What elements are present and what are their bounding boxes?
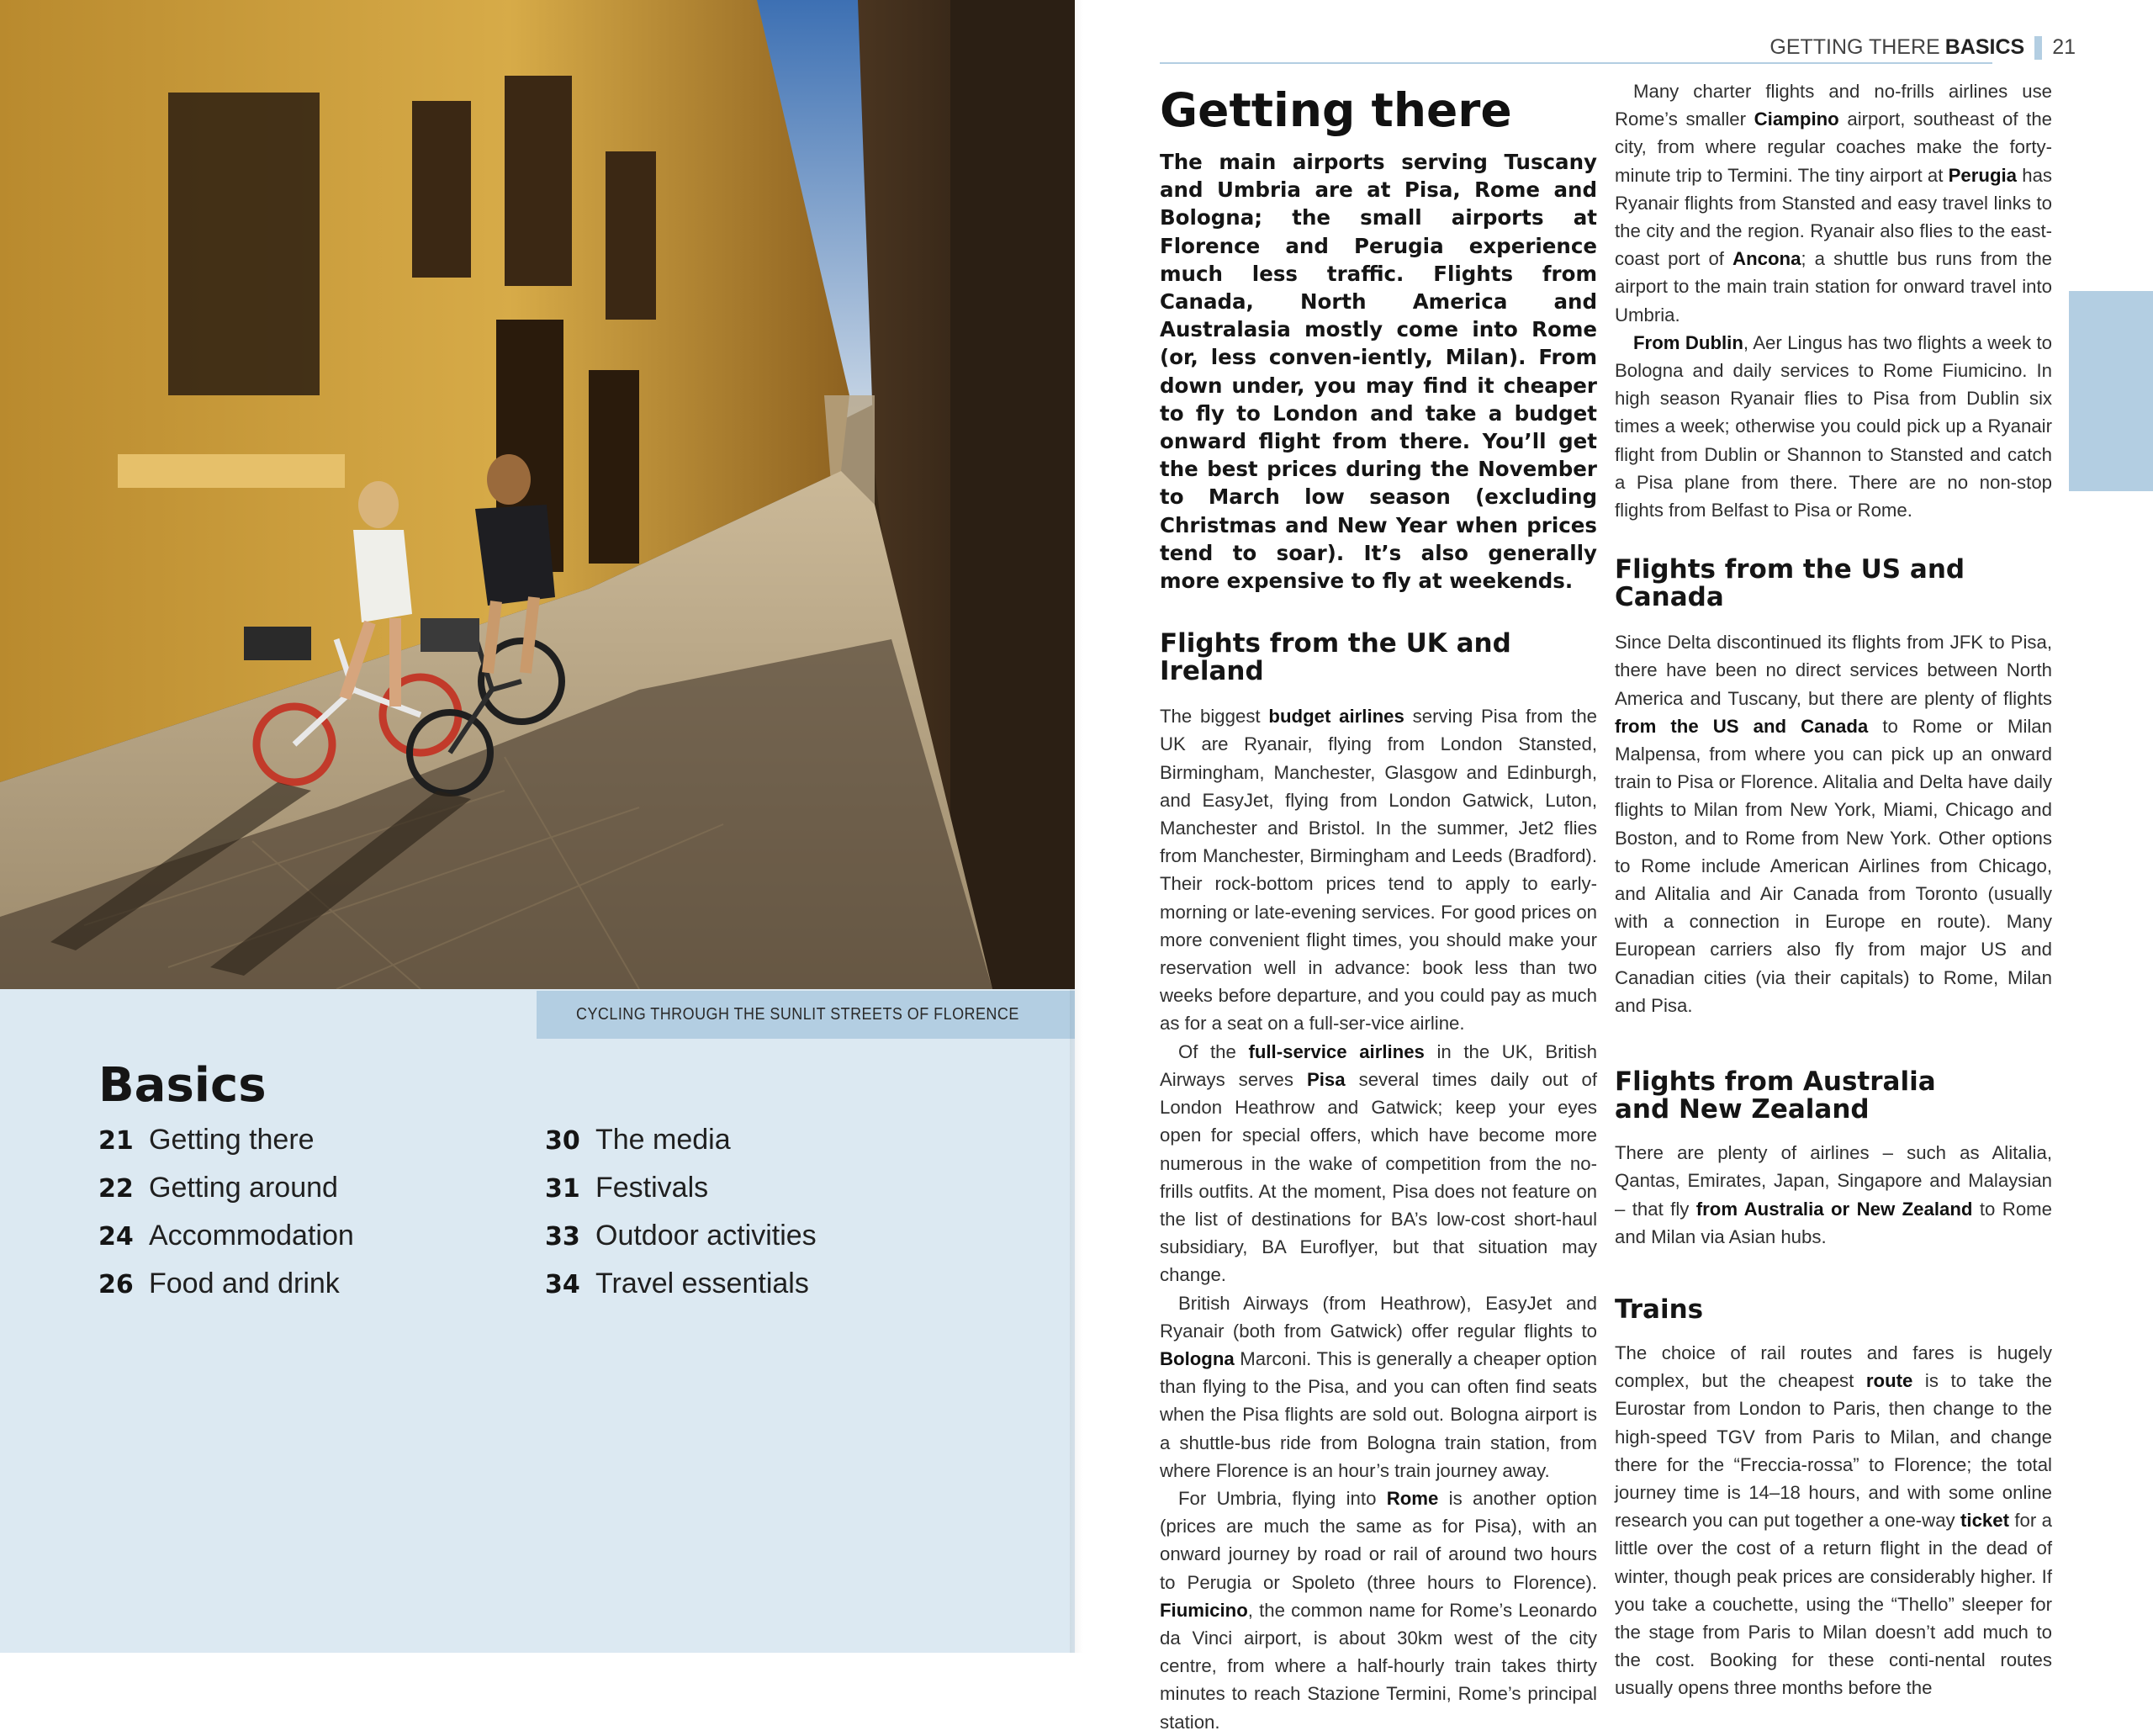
toc-item[interactable] [98, 1172, 354, 1220]
bold-term: from Australia or New Zealand [1695, 1198, 1973, 1220]
text-column-2 [1615, 77, 2052, 1702]
toc-label: Travel essentials [595, 1268, 809, 1299]
bold-term: budget airlines [1268, 706, 1404, 728]
basics-title: Basics [98, 1058, 267, 1113]
toc-label: Food and drink [149, 1268, 340, 1299]
running-head-section: BASICS [1944, 35, 2025, 59]
toc-page-number: 21 [98, 1126, 134, 1156]
toc-label: Getting there [149, 1124, 315, 1156]
toc-page-number: 24 [98, 1222, 134, 1252]
photo-caption: CYCLING THROUGH THE SUNLIT STREETS OF FLORENCE [576, 1005, 1019, 1024]
toc-label: Festivals [595, 1172, 709, 1204]
bold-term: Rome [1386, 1487, 1439, 1509]
toc-item[interactable] [98, 1220, 354, 1268]
photo-caption-bar [537, 991, 1075, 1039]
article-title: Getting there [1160, 83, 1512, 137]
section-thumb-tab [2069, 291, 2153, 491]
bold-term: route [1865, 1370, 1913, 1392]
toc-right-column [545, 1124, 817, 1315]
bold-term: From Dublin [1633, 331, 1743, 353]
toc-item[interactable] [545, 1220, 817, 1268]
bold-term: Perugia [1948, 164, 2018, 186]
toc-item[interactable] [98, 1268, 354, 1315]
paragraph: The choice of rail routes and fares is hugely complex, but the cheapest route is to take the Eurostar from London to Paris, then change to the high-speed TGV from Paris to Milan, and change there for the “Freccia-rossa” to Florence; the total journey time is 14–18 hours, and with some online research you can put together a one-way ticket for a little over the cost of a return flight in the dead of winter, though peak prices are considerably higher. If you take a couchette, using the “Thello” sleeper for the stage from Paris to Milan doesn’t add much to the cost. Booking for these conti-nental routes usually opens three months before the [1615, 1342, 2053, 1699]
paragraph: Of the full-service airlines in the UK, British Airways serves Pisa several times daily out of London Heathrow and Gatwick; keep your eyes open for special offers, which have become more numerous in the wake of competition from the no-frills outfits. At the moment, Pisa does not feature on the list of destinations for BA’s low-cost short-haul subsidiary, BA Euroflyer, but that situation may change. [1160, 1040, 1597, 1286]
spine-shadow [1070, 0, 1083, 1653]
toc-page-number: 33 [545, 1222, 580, 1252]
bold-term: ticket [1960, 1510, 2009, 1532]
toc-page-number: 26 [98, 1270, 134, 1299]
bold-term: from the US and Canada [1615, 715, 1869, 737]
toc-page-number: 22 [98, 1174, 134, 1204]
running-head [1769, 35, 2076, 60]
article-intro: The main airports serving Tuscany and Umbria are at Pisa, Rome and Bologna; the small airports at Florence and Perugia experience much less traffic. Flights from Canada, North America and Australasia mostly come into Rome (or, less conven-iently, Milan). From down under, you may find it cheaper to fly to London and take a budget onward flight from there. You’ll get the best prices during the November to March low season (excluding Christmas and New Year when prices tend to soar). It’s also generally more expensive to fly at weekends. [1160, 150, 1597, 594]
toc-item[interactable] [98, 1124, 354, 1172]
toc-page-number: 34 [545, 1270, 580, 1299]
bold-term: Ancona [1732, 248, 1801, 270]
heading-uk-ireland: Flights from the UK and Ireland [1160, 628, 1511, 687]
running-head-marker [2034, 36, 2042, 60]
running-head-chapter: GETTING THERE [1769, 35, 1940, 59]
paragraph: There are plenty of airlines – such as Alitalia, Qantas, Emirates, Japan, Singapore and Malaysian – that fly from Australia or New Zealand to Rome and Milan via Asian hubs. [1615, 1142, 2052, 1247]
toc-left-column [98, 1124, 354, 1315]
photo-cyclists-florence-street [0, 0, 1075, 989]
bold-term: Ciampino [1754, 108, 1839, 130]
heading-trains: Trains [1615, 1294, 1704, 1325]
bold-term: full-service airlines [1248, 1040, 1425, 1062]
paragraph: For Umbria, flying into Rome is another option (prices are much the same as for Pisa), with an onward journey by road or rail of around two hours to Perugia or Spoleto (three hours to Florence). Fiumicino, the common name for Rome’s Leonardo da Vinci airport, is about 30km west of the city centre, from where a half-hourly train takes thirty minutes to reach Stazione Termini, Rome’s principal station. [1160, 1487, 1597, 1733]
paragraph: The biggest budget airlines serving Pisa from the UK are Ryanair, flying from London Stansted, Birmingham, Manchester, Glasgow and Edinburgh, and EasyJet, flying from London Gatwick, Luton, Manchester and Bristol. In the summer, Jet2 flies from Manchester, Birmingham and Leeds (Bradford). Their rock-bottom prices tend to apply to early-morning or late-evening services. For good prices on more convenient flight times, you should make your reservation well in advance: book less than two weeks before departure, and you could pay as much as for a seat on a full-ser-vice airline. [1160, 706, 1598, 1035]
left-page [0, 0, 1075, 1653]
toc-label: Outdoor activities [595, 1220, 817, 1252]
paragraph: Many charter flights and no-frills airlines use Rome’s smaller Ciampino airport, southeast of the city, from where regular coaches make the forty-minute trip to Termini. The tiny airport at Perugia has Ryanair flights from Stansted and easy travel links to the city and the region. Ryanair also flies to the east-coast port of Ancona; a shuttle bus runs from the airport to the main train station for onward travel into Umbria. [1615, 81, 2052, 326]
header-rule [1160, 62, 1992, 64]
paragraph: From Dublin, Aer Lingus has two flights a week to Bologna and daily services to Rome Fiumicino. In high season Ryanair flies to Pisa from Dublin six times a week; otherwise you could pick up a Ryanair flight from Dublin or Shannon to Stansted and catch a Pisa plane from there. There are no non-stop flights from Belfast to Pisa or Rome. [1615, 331, 2052, 521]
paragraph: British Airways (from Heathrow), EasyJet and Ryanair (both from Gatwick) offer regular flights to Bologna Marconi. This is generally a cheaper option than flying to the Pisa, and you can often find seats when the Pisa flights are sold out. Bologna airport is a shuttle-bus ride from Bologna train station, from where Florence is an hour’s train journey away. [1160, 1292, 1597, 1481]
heading-line: and New Zealand [1615, 1094, 1870, 1125]
toc-item[interactable] [545, 1172, 817, 1220]
bold-term: Bologna [1160, 1347, 1235, 1369]
toc-page-number: 31 [545, 1174, 580, 1204]
heading-line: Flights from Australia [1615, 1066, 1936, 1098]
bold-term: Pisa [1306, 1068, 1346, 1090]
heading-australia-nz [1615, 1068, 2052, 1124]
page-number: 21 [2052, 35, 2076, 59]
toc-label: Getting around [149, 1172, 338, 1204]
toc-item[interactable] [545, 1124, 817, 1172]
text-column-1 [1160, 77, 1597, 1736]
bold-term: Fiumicino [1160, 1599, 1248, 1621]
paragraph: Since Delta discontinued its flights from JFK to Pisa, there have been no direct services between North America and Tuscany, but there are plenty of flights from the US and Canada to Rome or Milan Malpensa, from where you can pick up an onward train to Pisa or Florence. Alitalia and Delta have daily flights to Milan from New York, Miami, Chicago and Boston, and to Rome from New York. Other options to Rome include American Airlines from Chicago, and Alitalia and Air Canada from Toronto (usually with a connection in Europe en route). Many European carriers also fly from major US and Canadian cities (via their capitals) to Rome, Milan and Pisa. [1615, 632, 2052, 1016]
toc-label: Accommodation [149, 1220, 354, 1252]
toc-page-number: 30 [545, 1126, 580, 1156]
heading-us-canada: Flights from the US and Canada [1615, 554, 1965, 613]
toc-item[interactable] [545, 1268, 817, 1315]
toc-label: The media [595, 1124, 731, 1156]
